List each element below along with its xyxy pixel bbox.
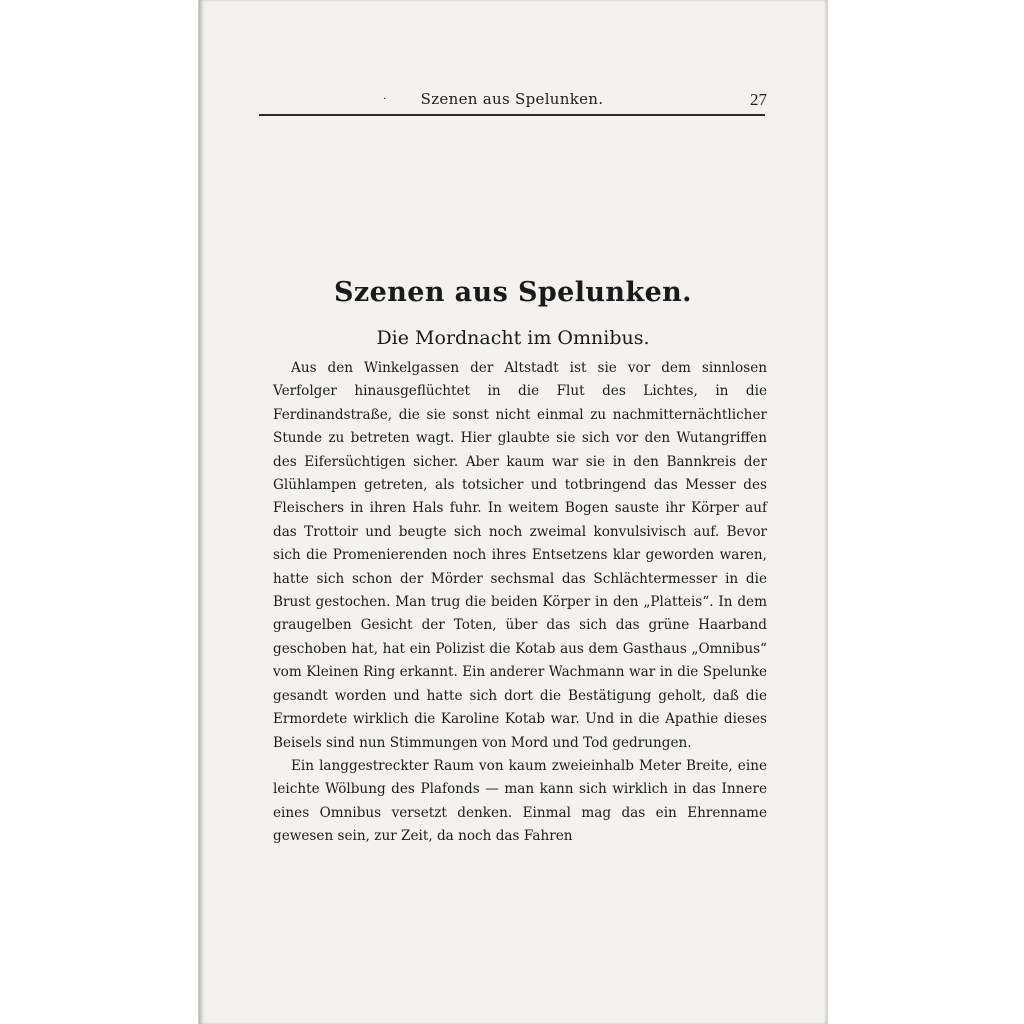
body-text (273, 357, 767, 849)
chapter-title: Szenen aus Spelunken. (334, 277, 692, 308)
scan-background-right (826, 0, 1024, 1024)
page-number: 27 (750, 90, 767, 109)
scan-background-left (0, 0, 198, 1024)
running-title: Szenen aus Spelunken. (420, 90, 604, 108)
header-ornament-dot: · (383, 94, 387, 105)
running-header (259, 88, 765, 116)
book-page (198, 0, 828, 1024)
paragraph: Aus den Winkelgassen der Altstadt ist sie vor dem sinnlosen Verfolger hinausgeflüchtet in die Flut des Lichtes, in die Ferdinandstraße, die sie sonst nicht einmal zu nachmitternächtlicher Stunde zu betreten wagt. Hier glaubte sie sich vor den Wutangriffen des Eifersüchtigen sicher. Aber kaum war sie in den Bannkreis der Glühlampen getreten, als totsicher und totbringend das Messer des Fleischers in ihren Hals fuhr. In weitem Bogen sauste ihr Körper auf das Trottoir und beugte sich noch zweimal konvulsivisch auf. Bevor sich die Promenierenden noch ihres Entsetzens klar geworden waren, hatte sich schon der Mörder sechsmal das Schlächtermesser in die Brust gestochen. Man trug die beiden Körper in den „Platteis“. In dem graugelben Gesicht der Toten, über das sich das grüne Haarband geschoben hat, hat ein Polizist die Kotab aus dem Gasthaus „Omnibus“ vom Kleinen Ring erkannt. Ein anderer Wachmann war in die Spelunke gesandt worden und hatte sich dort die Bestätigung geholt, daß die Ermordete wirklich die Karoline Kotab war. Und in die Apathie dieses Beisels sind nun Stimmungen von Mord und Tod gedrungen. (273, 360, 767, 751)
paragraph: Ein langgestreckter Raum von kaum zweieinhalb Meter Breite, eine leichte Wölbung des Plafonds — man kann sich wirklich in das Innere eines Omnibus versetzt denken. Einmal mag das ein Ehrenname gewesen sein, zur Zeit, da noch das Fahren (273, 757, 767, 845)
section-title: Die Mordnacht im Omnibus. (376, 327, 650, 349)
